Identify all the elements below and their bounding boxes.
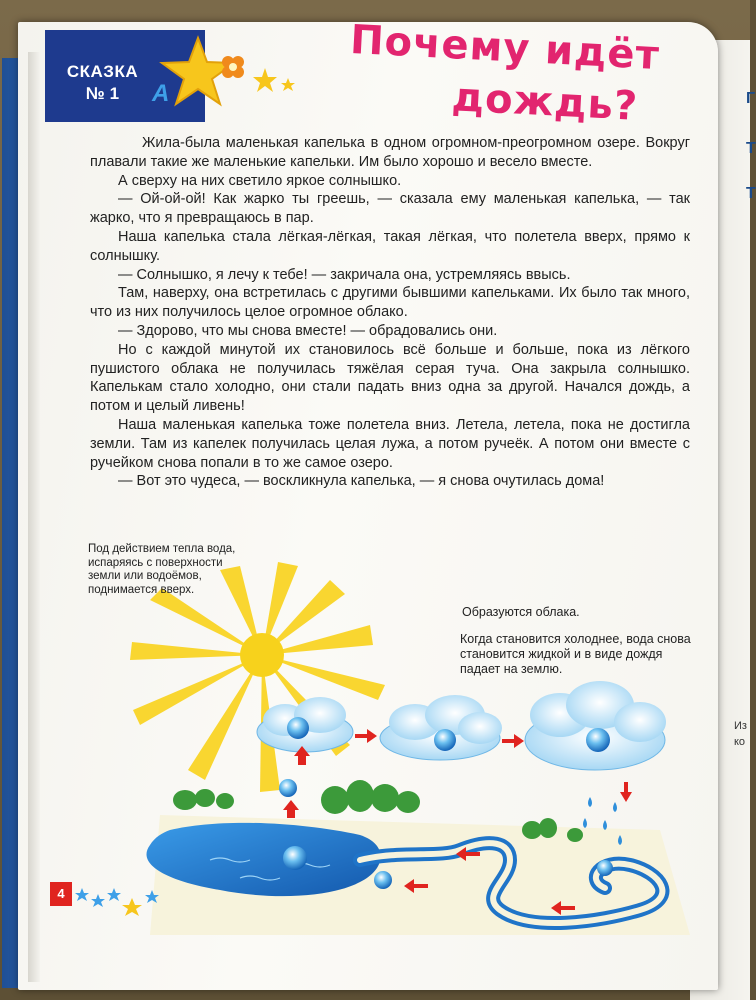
tale-number: № 1: [85, 84, 120, 103]
story-text: [90, 134, 690, 491]
story-paragraph: Там, наверху, она встретилась с другими бывшими капельками. Их было так много, что из них получилось целое огромное облако.: [90, 285, 690, 321]
next-page-fragment: ко: [734, 736, 746, 748]
cloud-large: [525, 681, 666, 770]
sun-icon: [240, 633, 284, 677]
tale-label: СКАЗКА: [66, 62, 139, 81]
next-page-edge: Г Т Т Из ко: [690, 40, 750, 1000]
story-paragraph: — Ой-ой-ой! Как жарко ты греешь, — сказала ему маленькая капелька, — так жарко, что я превращаюсь в пар.: [90, 191, 690, 227]
caption-rain: Когда становится холоднее, вода снова становится жидкой и в виде дождя падает на землю.: [460, 632, 691, 676]
title-line-1: Почему идёт: [349, 16, 661, 80]
story-paragraph: Наша капелька стала лёгкая-лёгкая, такая лёгкая, что полетела вверх, прямо к солнышку.: [90, 228, 690, 264]
title-line-2: дождь?: [450, 74, 640, 130]
caption-evaporation: Под действием тепла вода, испаряясь с поверхности земли или водоёмов, поднимается вверх.: [88, 543, 236, 596]
caption-clouds: Образуются облака.: [462, 605, 580, 619]
flower-icon: [218, 52, 248, 82]
story-paragraph: А сверху на них светило яркое солнышко.: [118, 172, 402, 189]
story-paragraph: Наша маленькая капелька тоже полетела вниз. Летела, летела, пока не достигла земли. Там из капелек получилась целая лужа, а потом ручеёк. А потом они вместе с ручейком снова попали в то же самое озеро.: [90, 416, 690, 471]
page-gutter: [28, 52, 40, 982]
story-paragraph: Жила-была маленькая капелька в одном огромном-преогромном озере. Вокруг плавали такие же маленькие капельки. Им было хорошо и весело вместе.: [90, 135, 690, 170]
story-paragraph: — Здорово, что мы снова вместе! — обрадовались они.: [118, 322, 498, 339]
decorative-stars-icon: [74, 884, 174, 920]
sparkle-stars-icon: [250, 66, 300, 96]
page-title: [315, 16, 695, 130]
page-number: 4: [50, 882, 72, 906]
cloud-medium: [380, 695, 502, 760]
story-paragraph: — Солнышко, я лечу к тебе! — закричала она, устремляясь ввысь.: [118, 266, 571, 283]
story-paragraph: Но с каждой минутой их становилось всё больше и больше, пока из лёгкого пушистого облака не получилась тяжёлая серая туча. Она закрыла солнышко. Капелькам стало холодно, они стали падать вниз одна за другой. Начался дождь, а потом и целый ливень!: [90, 341, 690, 415]
story-paragraph: — Вот это чудеса, — воскликнула капелька, — я снова очутилась дома!: [118, 473, 605, 490]
letter-a-icon: A: [152, 80, 170, 107]
next-page-fragment: Из: [734, 720, 747, 732]
